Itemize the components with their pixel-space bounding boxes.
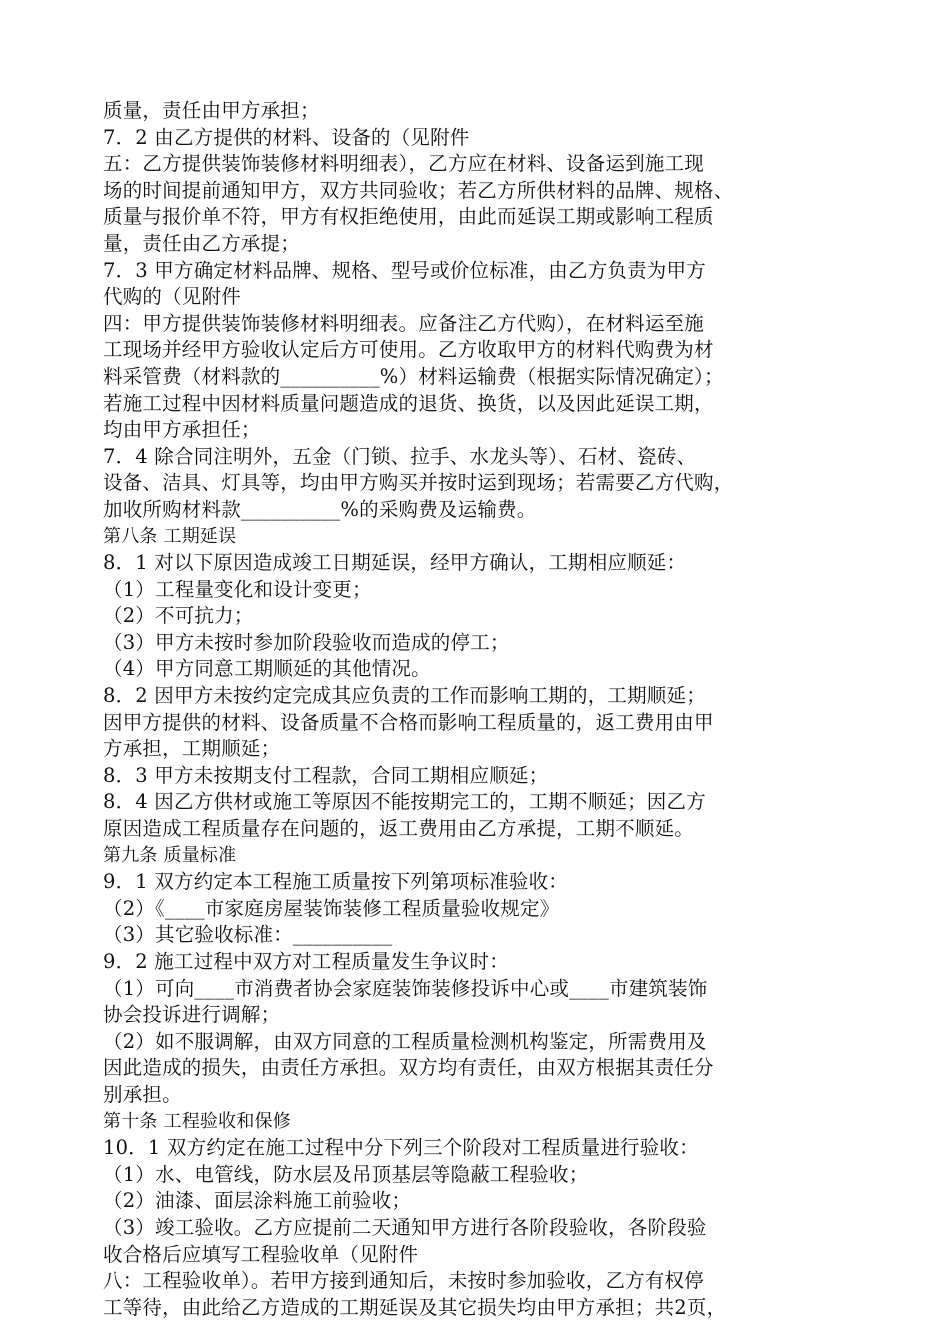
text-line: 料采管费（材料款的__________%）材料运输费（根据实际情况确定）； xyxy=(103,364,724,388)
text-line: 7．3 甲方确定材料品牌、规格、型号或价位标准，由乙方负责为甲方 xyxy=(103,258,706,282)
text-line: 别承担。 xyxy=(103,1082,182,1106)
text-line: 因此造成的损失，由责任方承担。双方均有责任，由双方根据其责任分 xyxy=(103,1056,714,1080)
text-line: 量，责任由乙方承提； xyxy=(103,231,301,255)
text-line: （2）不可抗力； xyxy=(103,604,254,628)
text-line: 八：工程验收单）。若甲方接到通知后，未按时参加验收，乙方有权停 xyxy=(103,1269,704,1293)
text-line: （3）竣工验收。乙方应提前二天通知甲方进行各阶段验收，各阶段验 xyxy=(103,1215,707,1239)
text-line: 方承担，工期顺延； xyxy=(103,737,281,761)
text-line: 8．3 甲方未按期支付工程款，合同工期相应顺延； xyxy=(103,763,549,787)
text-line: （3）甲方未按时参加阶段验收而造成的停工； xyxy=(103,630,510,654)
text-line: （4）甲方同意工期顺延的其他情况。 xyxy=(103,657,431,681)
text-line: （3）其它验收标准：__________ xyxy=(103,923,393,947)
text-line: 原因造成工程质量存在问题的，返工费用由乙方承提，工期不顺延。 xyxy=(103,817,695,841)
section-heading-8: 第八条 工期延误 xyxy=(103,525,237,547)
text-line: 8．1 对以下原因造成竣工日期延误，经甲方确认，工期相应顺延： xyxy=(103,551,687,575)
text-line: 工等待，由此给乙方造成的工期延误及其它损失均由甲方承担；共2页， xyxy=(103,1295,727,1319)
text-line: 因甲方提供的材料、设备质量不合格而影响工程质量的，返工费用由甲 xyxy=(103,710,714,734)
text-line: 10．1 双方约定在施工过程中分下列三个阶段对工程质量进行验收： xyxy=(103,1136,699,1160)
text-line: （1）工程量变化和设计变更； xyxy=(103,577,372,601)
text-line: （2）《____市家庭房屋装饰装修工程质量验收规定》 xyxy=(103,896,560,920)
text-line: （1）可向____市消费者协会家庭装饰装修投诉中心或____市建筑装饰 xyxy=(103,976,708,1000)
text-line: 均由甲方承担任； xyxy=(103,418,261,442)
text-line: 工现场并经甲方验收认定后方可使用。乙方收取甲方的材料代购费为材 xyxy=(103,338,714,362)
text-line: 协会投诉进行调解； xyxy=(103,1003,281,1027)
text-line: 四：甲方提供装饰装修材料明细表。应备注乙方代购），在材料运至施 xyxy=(103,311,704,335)
text-line: （1）水、电管线，防水层及吊顶基层等隐蔽工程验收； xyxy=(103,1162,589,1186)
document-body xyxy=(103,98,863,1321)
section-heading-9: 第九条 质量标准 xyxy=(103,844,237,866)
text-line: 质量与报价单不符，甲方有权拒绝使用，由此而延误工期或影响工程质 xyxy=(103,205,714,229)
text-line: 9．1 双方约定本工程施工质量按下列第项标准验收： xyxy=(103,870,569,894)
text-line: 代购的（见附件 xyxy=(103,285,241,309)
text-line: 质量，责任由甲方承担； xyxy=(103,99,320,122)
text-line: 加收所购材料款__________%的采购费及运输费。 xyxy=(103,497,537,521)
text-line: 场的时间提前通知甲方，双方共同验收；若乙方所供材料的品牌、规格、 xyxy=(103,178,734,202)
text-line: （2）如不服调解，由双方同意的工程质量检测机构鉴定，所需费用及 xyxy=(103,1029,707,1053)
text-line: （2）油漆、面层涂料施工前验收； xyxy=(103,1189,412,1213)
text-line: 8．4 因乙方供材或施工等原因不能按期完工的，工期不顺延；因乙方 xyxy=(103,790,706,814)
text-line: 7．2 由乙方提供的材料、设备的（见附件 xyxy=(103,125,470,149)
text-line: 9．2 施工过程中双方对工程质量发生争议时： xyxy=(103,950,509,973)
text-line: 8．2 因甲方未按约定完成其应负责的工作而影响工期的，工期顺延； xyxy=(103,684,706,708)
text-line: 收合格后应填写工程验收单（见附件 xyxy=(103,1242,419,1266)
text-line: 7．4 除合同注明外，五金（门锁、拉手、水龙头等）、石材、瓷砖、 xyxy=(103,444,697,468)
text-line: 设备、洁具、灯具等，均由甲方购买并按时运到现场；若需要乙方代购， xyxy=(103,471,734,495)
section-heading-10: 第十条 工程验收和保修 xyxy=(103,1110,291,1132)
text-line: 五：乙方提供装饰装修材料明细表），乙方应在材料、设备运到施工现 xyxy=(103,152,704,176)
text-line: 若施工过程中因材料质量问题造成的退货、换货，以及因此延误工期， xyxy=(103,391,714,415)
